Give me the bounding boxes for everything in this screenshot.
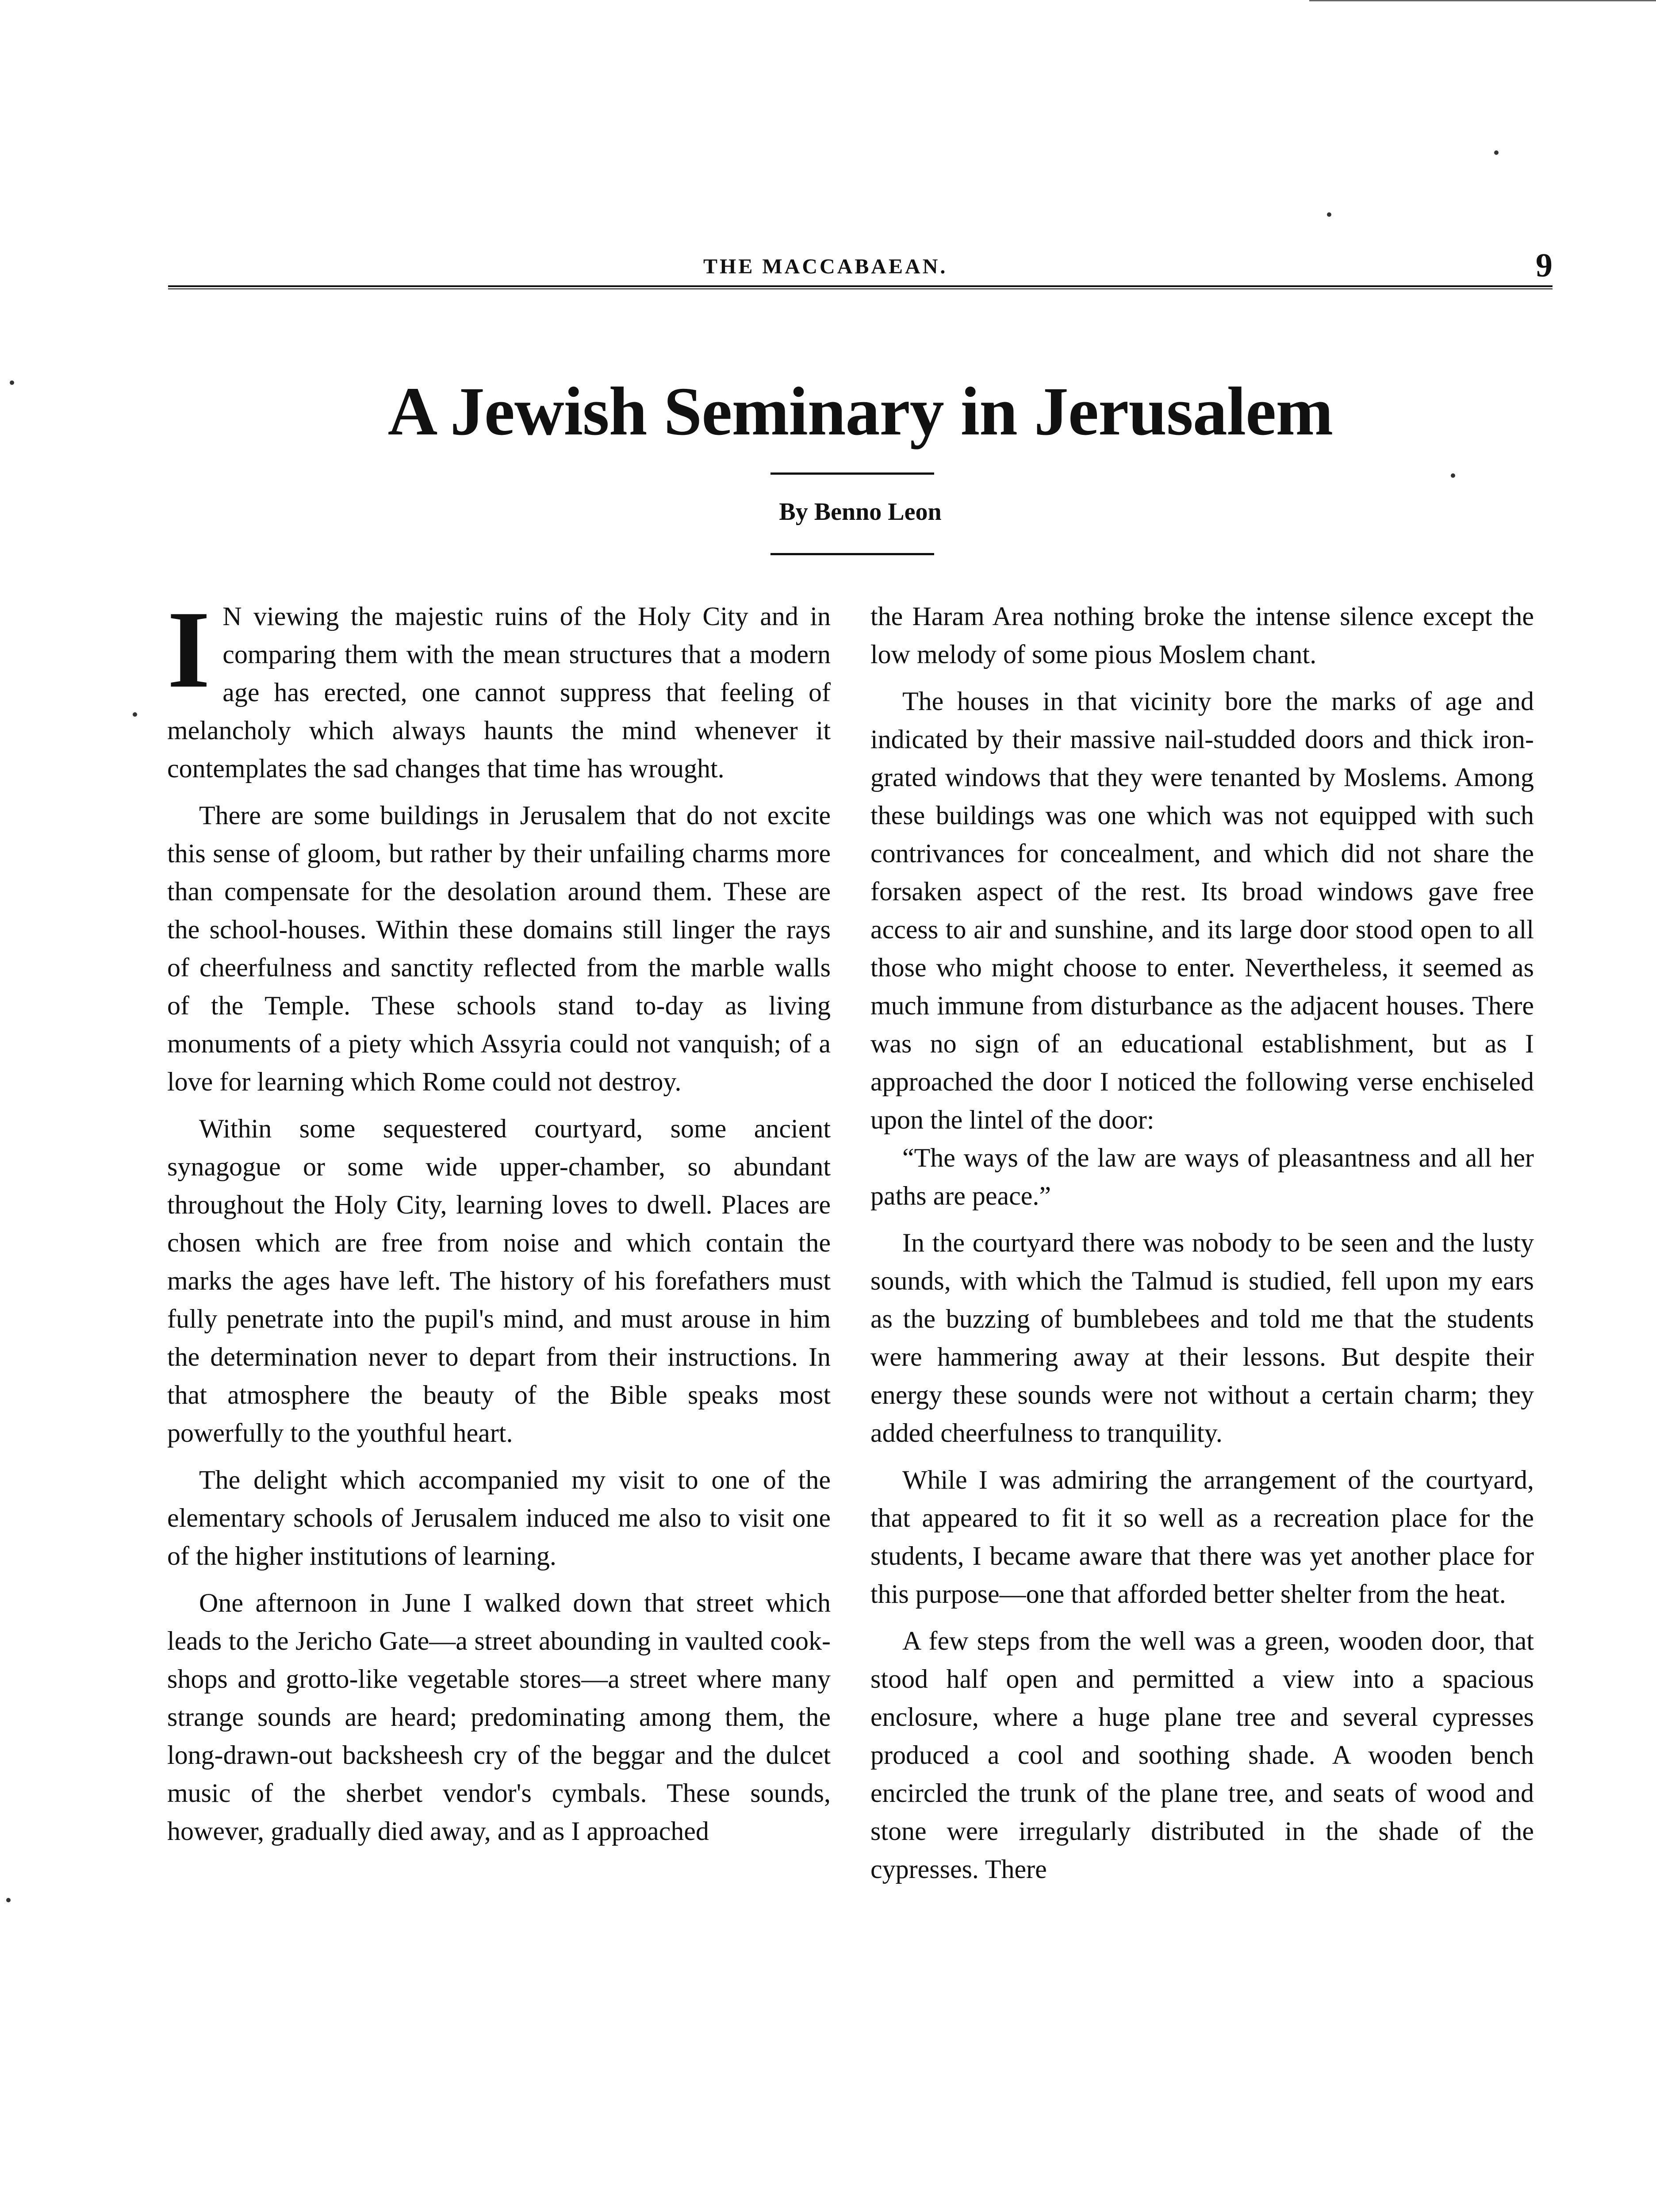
paragraph: The delight which accompanied my visit to one of the elementary schools of Jerusalem induced me also to visit one of the higher institutions of learning. [167, 1465, 831, 1571]
paragraph: There are some buildings in Jerusalem that do not excite this sense of gloom, but rather by their unfailing charms more than compensate for the desolation around them. These are the school-houses. Within these domains still linger the rays of cheerfulness and sanctity reflected from the marble walls of the Temple. These schools stand to-day as living monuments of a piety which Assyria could not vanquish; of a love for learning which Rome could not destroy. [167, 801, 831, 1096]
paragraph: The houses in that vicinity bore the marks of age and indicated by their massive nail-studded doors and thick iron-grated windows that they were tenanted by Moslems. Among these buildings was one which was not equipped with such contrivances for concealment, and which did not share the forsaken aspect of the rest. Its broad windows gave free access to air and sunshine, and its large door stood open to all those who might choose to enter. Nevertheless, it seemed as much immune from disturbance as the adjacent houses. There was no sign of an educational establishment, but as I approached the door I noticed the following verse enchiseled upon the lintel of the door: [870, 687, 1534, 1134]
scan-speck [10, 380, 14, 385]
title-rule-upper [770, 472, 934, 475]
article-byline: By Benno Leon [779, 498, 942, 526]
paragraph: A few steps from the well was a green, wooden door, that stood half open and permitted a view into a spacious enclosure, where a huge plane tree and several cypresses produced a cool and soothing shade. A wooden bench encircled the trunk of the plane tree, and seats of wood and stone were irregularly distributed in the shade of the cypresses. There [870, 1626, 1534, 1884]
right-column [870, 597, 1534, 1888]
scan-speck [133, 712, 137, 717]
drop-cap: I [167, 588, 211, 711]
page-number: 9 [1536, 247, 1552, 284]
running-header [168, 247, 1552, 290]
paragraph-text: N viewing the majestic ruins of the Holy City and in comparing them with the mean structures that a modern age has erected, one cannot suppress that feeling of melancholy which always haunts the mind whenever it contemplates the sad changes that time has wrought. [167, 602, 831, 783]
running-title: THE MACCABAEAN. [703, 255, 948, 278]
scan-speck [1494, 150, 1499, 155]
left-column [167, 588, 831, 1850]
quoted-verse: “The ways of the law are ways of pleasantness and all her paths are peace.” [870, 1143, 1534, 1210]
paragraph: In the courtyard there was nobody to be seen and the lusty sounds, with which the Talmud is studied, fell upon my ears as the buzzing of bumblebees and told me that the students were hammering away at their lessons. But despite their energy these sounds were not without a certain charm; they added cheerfulness to tranquility. [870, 1228, 1534, 1448]
paragraph: Within some sequestered courtyard, some ancient synagogue or some wide upper-chamber, so abundant throughout the Holy City, learning loves to dwell. Places are chosen which are free from noise and which contain the marks the ages have left. The history of his forefathers must fully penetrate into the pupil's mind, and must arouse in him the determination never to depart from their instructions. In that atmosphere the beauty of the Bible speaks most powerfully to the youthful heart. [167, 1114, 831, 1448]
paragraph: While I was admiring the arrangement of the courtyard, that appeared to fit it so well as a recreation place for the students, I became aware that there was yet another place for this purpose—one that afforded better shelter from the heat. [870, 1465, 1534, 1609]
scan-speck [1327, 212, 1331, 217]
paragraph-opening [167, 588, 831, 787]
header-rule [168, 285, 1552, 289]
paragraph: One afternoon in June I walked down that street which leads to the Jericho Gate—a street abounding in vaulted cook-shops and grotto-like vegetable stores—a street where many strange sounds are heard; predominating among them, the long-drawn-out backsheesh cry of the beggar and the dulcet music of the sherbet vendor's cymbals. These sounds, however, gradually died away, and as I approached [167, 1588, 831, 1846]
scan-speck [6, 1898, 11, 1902]
paragraph-continued: the Haram Area nothing broke the intense silence except the low melody of some pious Moslem chant. [870, 602, 1534, 669]
top-edge-rule [1309, 0, 1656, 1]
article-title: A Jewish Seminary in Jerusalem [387, 373, 1333, 449]
title-rule-lower [770, 553, 934, 555]
scan-speck [1451, 473, 1455, 478]
